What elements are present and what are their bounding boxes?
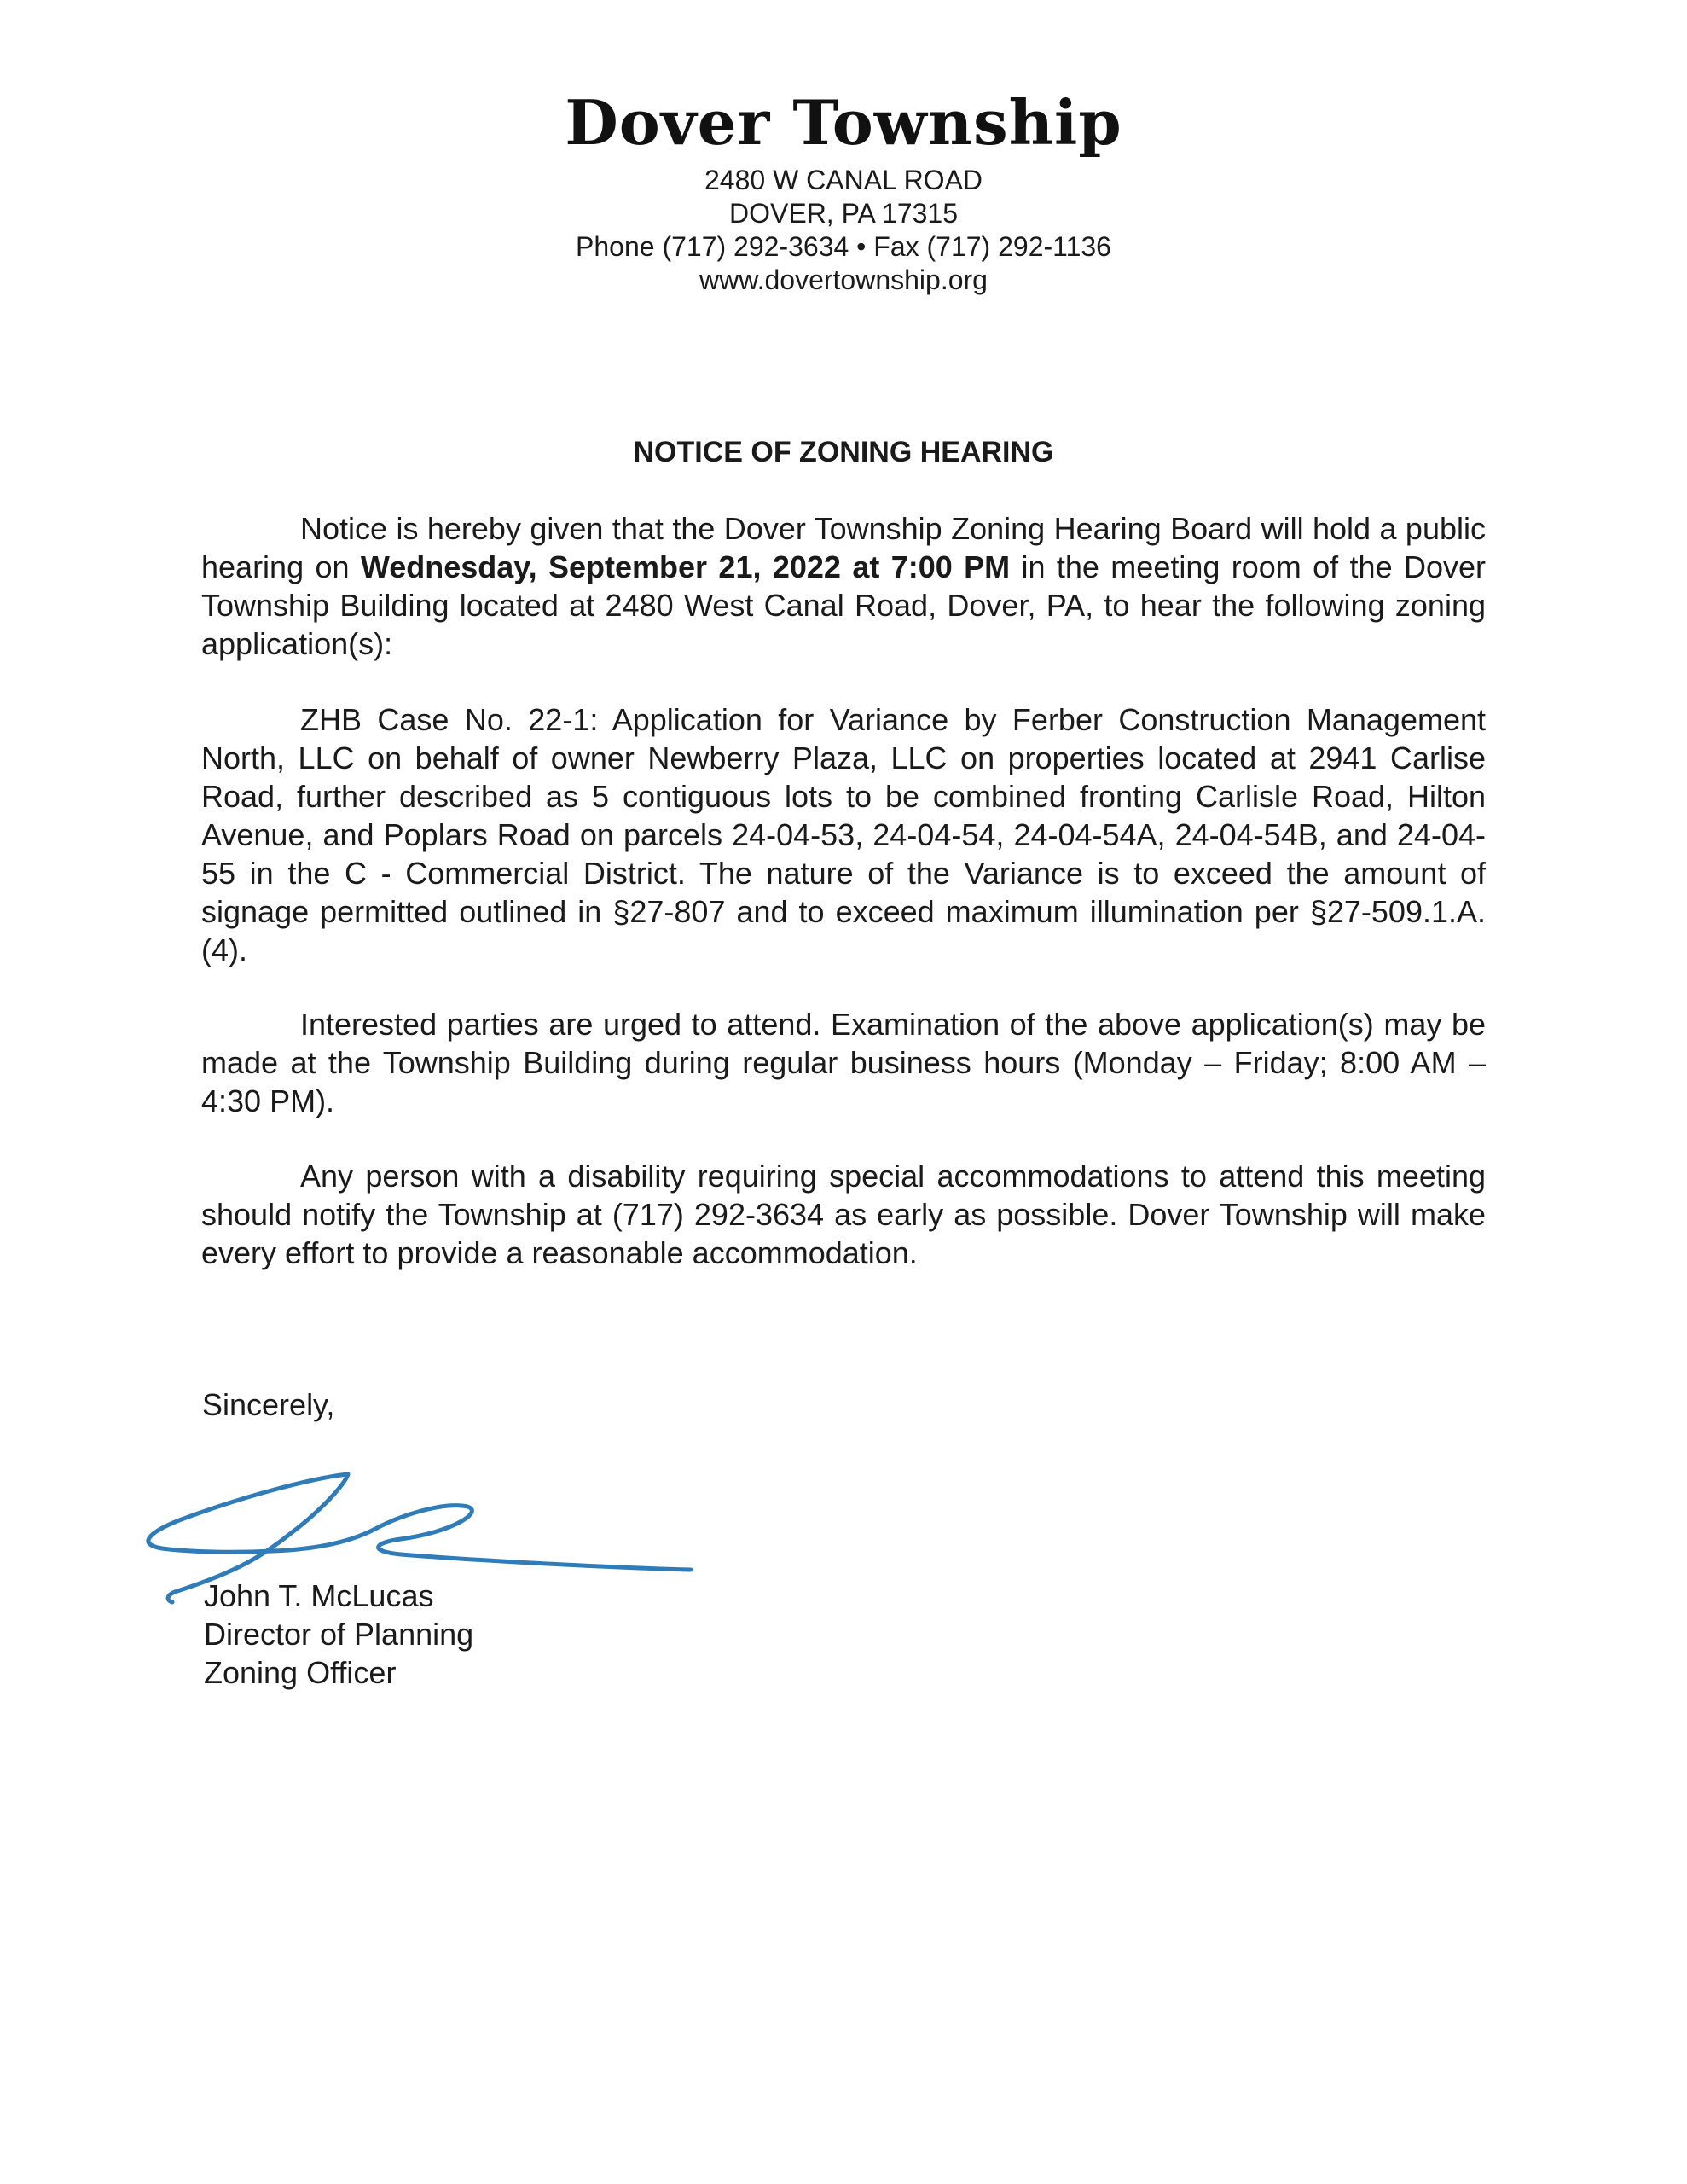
- address-line-1: 2480 W CANAL ROAD: [704, 165, 983, 195]
- paragraph-hearing-notice: [201, 509, 1486, 663]
- paragraph-4-text: Any person with a disability requiring special accommodations to attend this meeting should notify the Township at (717) 292-3634 as early as possible. Dover Township will make every effort to provide a reasonable accommodation.: [201, 1159, 1486, 1270]
- signer-role: Zoning Officer: [204, 1655, 397, 1690]
- signature-block: [204, 1577, 473, 1692]
- notice-title: NOTICE OF ZONING HEARING: [633, 436, 1054, 468]
- paragraph-case-details: [201, 700, 1486, 969]
- paragraph-attendance: [201, 1005, 1486, 1120]
- hearing-date-time: Wednesday, September 21, 2022 at 7:00 PM: [360, 549, 1011, 584]
- township-name: Dover Township: [565, 86, 1122, 159]
- signer-name: John T. McLucas: [204, 1578, 434, 1613]
- letterhead: [0, 82, 1687, 297]
- paragraph-1-text-a: Notice is hereby given that the Dover Township Zoning Hearing Board will hold a public hearing on: [201, 511, 1486, 584]
- paragraph-accommodations: [201, 1157, 1486, 1272]
- address-line-2: DOVER, PA 17315: [729, 198, 958, 229]
- paragraph-3-text: Interested parties are urged to attend. Examination of the above application(s) may be made at the Township Building during regular business hours (Monday – Friday; 8:00 AM – 4:30 PM).: [201, 1007, 1486, 1118]
- signature-stroke-loop: [273, 1506, 691, 1570]
- paragraph-2-text: ZHB Case No. 22-1: Application for Variance by Ferber Construction Management North, LLC on behalf of owner Newberry Plaza, LLC on properties located at 2941 Carlise Road, further described as 5 contiguous lots to be combined fronting Carlisle Road, Hilton Avenue, and Poplars Road on parcels 24-04-53, 24-04-54, 24-04-54A, 24-04-54B, and 24-04-55 in the C - Commercial District. The nature of the Variance is to exceed the amount of signage permitted outlined in §27-807 and to exceed maximum illumination per §27-509.1.A.(4).: [201, 702, 1486, 967]
- signer-title: Director of Planning: [204, 1617, 474, 1652]
- closing-salutation: Sincerely,: [202, 1387, 335, 1422]
- website-link[interactable]: www.dovertownship.org: [699, 264, 988, 295]
- contact-line: Phone (717) 292-3634 • Fax (717) 292-1136: [576, 231, 1111, 262]
- paragraph-1-text-b: in the meeting room of the Dover Township Building located at 2480 West Canal Road, Dover, PA, to hear the following zoning application(s):: [201, 549, 1486, 661]
